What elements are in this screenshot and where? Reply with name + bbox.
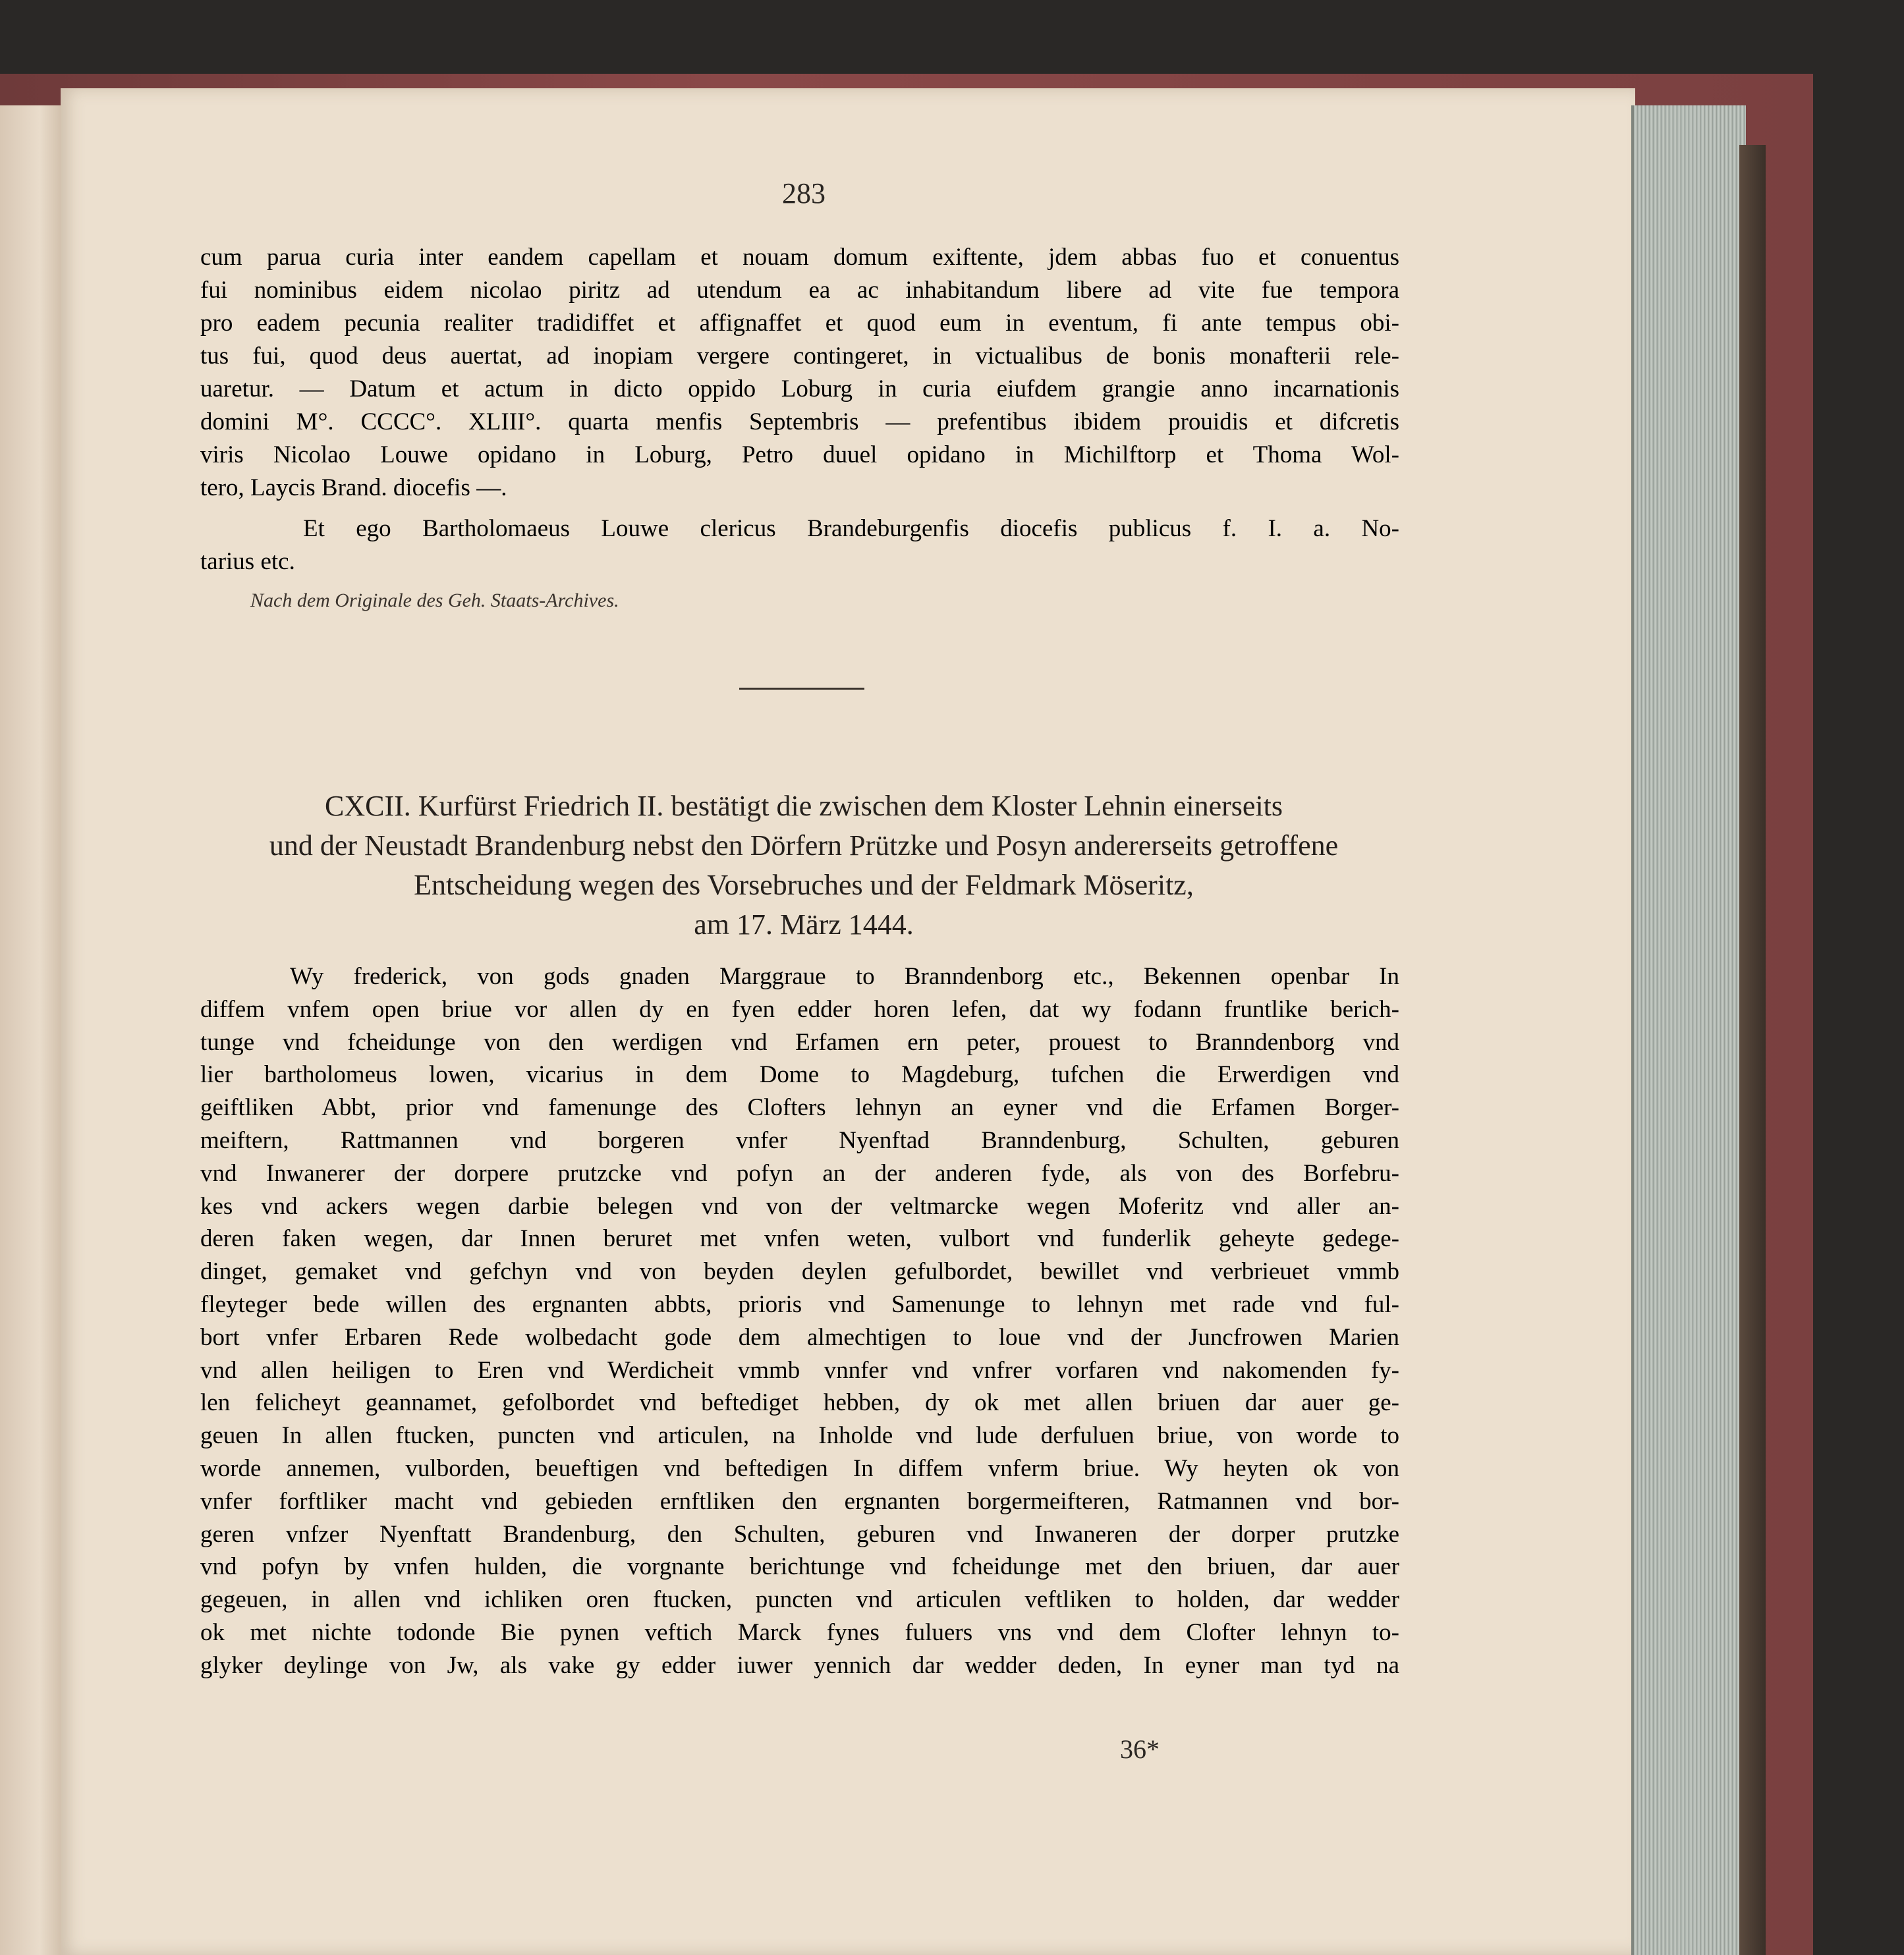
body-line: vnd Inwanerer der dorpere prutzcke vnd pofyn an der anderen fyde, als von des Borfebru- <box>200 1160 1399 1187</box>
body-line: geuen In allen ftucken, puncten vnd articulen, na Inholde vnd lude derfuluen briue, von worde to <box>200 1422 1399 1449</box>
body-line: geiftliken Abbt, prior vnd famenunge des Clofters lehnyn an eyner vnd die Erfamen Borger- <box>200 1094 1399 1121</box>
continuation-line: Et ego Bartholomaeus Louwe clericus Brandeburgenfis diocefis publicus f. I. a. No- <box>303 515 1399 542</box>
signature-mark: 36* <box>1120 1734 1160 1764</box>
continuation-line: uaretur. — Datum et actum in dicto oppido Loburg in curia eiufdem grangie anno incarnationis <box>200 375 1399 402</box>
body-line: deren faken wegen, dar Innen beruret met vnfen weten, vulbort vnd funderlik geheyte gedege- <box>200 1225 1399 1252</box>
body-line: dinget, gemaket vnd gefchyn vnd von beyden deylen gefulbordet, bewillet vnd verbrieuet vmmb <box>200 1258 1399 1285</box>
body-line: Wy frederick, von gods gnaden Marggraue to Branndenborg etc., Bekennen openbar In <box>290 963 1399 990</box>
continuation-line: viris Nicolao Louwe opidano in Loburg, Petro duuel opidano in Michilftorp et Thoma Wol- <box>200 441 1399 468</box>
body-line: diffem vnfem open briue vor allen dy en fyen edder horen lefen, dat wy fodann fruntlike berich- <box>200 996 1399 1023</box>
fore-edge-shadow <box>1739 145 1766 1955</box>
continuation-line: tus fui, quod deus auertat, ad inopiam vergere contingeret, in victualibus de bonis monafterii rele- <box>200 343 1399 370</box>
body-line: bort vnfer Erbaren Rede wolbedacht gode dem almechtigen to loue vnd der Juncfrowen Marien <box>200 1324 1399 1351</box>
body-line: gegeuen, in allen vnd ichliken oren ftucken, puncten vnd articulen veftliken to holden, dar wedder <box>200 1586 1399 1613</box>
body-line: kes vnd ackers wegen darbie belegen vnd von der veltmarcke wegen Moferitz vnd aller an- <box>200 1193 1399 1220</box>
page-number: 283 <box>782 177 826 209</box>
body-line: vnd pofyn by vnfen hulden, die vorgnante berichtunge vnd fcheidunge met den briuen, dar auer <box>200 1553 1399 1580</box>
body-line: len felicheyt geannamet, gefolbordet vnd beftediget hebben, dy ok met allen briuen dar auer ge- <box>200 1389 1399 1416</box>
source-note: Nach dem Originale des Geh. Staats-Archives. <box>250 590 619 611</box>
body-line: glyker deylinge von Jw, als vake gy edder iuwer yennich dar wedder deden, In eyner man tyd na <box>200 1652 1399 1679</box>
body-line: geren vnfzer Nyenftatt Brandenburg, den Schulten, geburen vnd Inwaneren der dorper prutzke <box>200 1521 1399 1548</box>
heading-line: CXCII. Kurfürst Friedrich II. bestätigt die zwischen dem Kloster Lehnin einerseits <box>324 790 1283 822</box>
continuation-line: tero, Laycis Brand. diocefis —. <box>200 474 507 501</box>
heading-line: und der Neustadt Brandenburg nebst den Dörfern Prützke und Posyn andererseits getroffene <box>269 829 1339 862</box>
heading-line: am 17. März 1444. <box>694 908 914 941</box>
continuation-line: fui nominibus eidem nicolao piritz ad utendum ea ac inhabitandum libere ad vite fue tempora <box>200 277 1399 304</box>
body-line: worde annemen, vulborden, beueftigen vnd beftedigen In diffem vnferm briue. Wy heyten ok von <box>200 1455 1399 1482</box>
body-line: fleyteger bede willen des ergnanten abbts, prioris vnd Samenunge to lehnyn met rade vnd ful- <box>200 1291 1399 1318</box>
section-divider <box>739 688 864 690</box>
heading-line: Entscheidung wegen des Vorsebruches und der Feldmark Möseritz, <box>414 869 1194 901</box>
body-line: tunge vnd fcheidunge von den werdigen vnd Erfamen ern peter, prouest to Branndenborg vnd <box>200 1029 1399 1056</box>
continuation-line: tarius etc. <box>200 548 295 575</box>
continuation-line: pro eadem pecunia realiter tradidiffet et affignaffet et quod eum in eventum, fi ante tempus obi- <box>200 310 1399 337</box>
continuation-line: domini M°. CCCC°. XLIII°. quarta menfis Septembris — prefentibus ibidem prouidis et difcretis <box>200 408 1399 435</box>
body-line: vnfer forftliker macht vnd gebieden ernftliken den ergnanten borgermeifteren, Ratmannen vnd bor- <box>200 1488 1399 1515</box>
body-line: meiftern, Rattmannen vnd borgeren vnfer Nyenftad Branndenburg, Schulten, geburen <box>200 1127 1399 1154</box>
body-line: vnd allen heiligen to Eren vnd Werdicheit vmmb vnnfer vnd vnfrer vorfaren vnd nakomenden fy- <box>200 1357 1399 1384</box>
page-fore-edge <box>1631 105 1746 1955</box>
left-page-edge <box>0 105 68 1955</box>
body-line: ok met nichte todonde Bie pynen veftich Marck fynes fuluers vns vnd dem Clofter lehnyn to- <box>200 1619 1399 1646</box>
continuation-line: cum parua curia inter eandem capellam et nouam domum exiftente, jdem abbas fuo et conuentus <box>200 244 1399 271</box>
body-line: lier bartholomeus lowen, vicarius in dem Dome to Magdeburg, tufchen die Erwerdigen vnd <box>200 1061 1399 1088</box>
